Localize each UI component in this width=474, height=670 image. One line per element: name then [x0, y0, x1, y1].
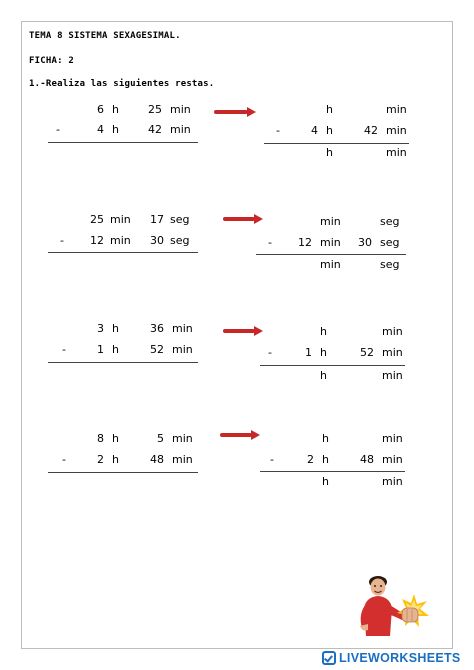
liveworksheets-logo[interactable]	[322, 648, 472, 668]
subtraction-line	[260, 365, 405, 366]
result-minutes-unit[interactable]: min	[382, 475, 403, 488]
minuend-hours: 3	[97, 322, 104, 335]
minuend-minutes-unit: min	[110, 213, 131, 226]
brand-text: LIVEWORKSHEETS	[339, 651, 461, 665]
red-arrow-icon	[223, 214, 263, 224]
minus-sign: -	[268, 236, 272, 249]
minuend-seconds-unit: seg	[170, 213, 190, 226]
minuend-hours-unit: h	[112, 322, 119, 335]
answer-minutes-unit: min	[382, 325, 403, 338]
minus-sign: -	[62, 453, 66, 466]
subtrahend-hours: 2	[97, 453, 104, 466]
subtraction-line	[256, 254, 406, 255]
subtrahend-hours: 2	[307, 453, 314, 466]
subtrahend-minutes: 52	[150, 343, 164, 356]
result-minutes-unit[interactable]: min	[382, 369, 403, 382]
subtrahend-minutes-unit: min	[386, 124, 407, 137]
subtraction-line	[48, 472, 198, 473]
subtrahend-hours-unit: h	[112, 343, 119, 356]
result-seconds-unit[interactable]: seg	[380, 258, 400, 271]
minus-sign: -	[62, 343, 66, 356]
minuend-minutes-unit: min	[172, 322, 193, 335]
subtrahend-seconds: 30	[150, 234, 164, 247]
result-hours-unit[interactable]: h	[320, 369, 327, 382]
subtrahend-minutes-unit: min	[382, 453, 403, 466]
subtraction-line	[48, 142, 198, 143]
red-arrow-icon	[223, 326, 263, 336]
result-hours-unit[interactable]: h	[322, 475, 329, 488]
subtrahend-minutes: 42	[364, 124, 378, 137]
subtrahend-minutes-unit: min	[110, 234, 131, 247]
subtrahend-minutes-unit: min	[170, 123, 191, 136]
checkbox-logo-icon	[322, 651, 336, 665]
worksheet-title: TEMA 8 SISTEMA SEXAGESIMAL.	[29, 31, 181, 41]
answer-hours-unit: h	[326, 103, 333, 116]
subtrahend-minutes: 12	[298, 236, 312, 249]
subtrahend-minutes-unit: min	[320, 236, 341, 249]
subtrahend-hours: 4	[311, 124, 318, 137]
subtrahend-hours: 1	[97, 343, 104, 356]
minus-sign: -	[60, 234, 64, 247]
minuend-hours: 6	[97, 103, 104, 116]
red-arrow-icon	[214, 107, 256, 117]
subtrahend-minutes: 42	[148, 123, 162, 136]
minuend-minutes-unit: min	[172, 432, 193, 445]
answer-minutes-unit: min	[386, 103, 407, 116]
minus-sign: -	[270, 453, 274, 466]
minuend-hours-unit: h	[112, 103, 119, 116]
subtrahend-seconds-unit: seg	[380, 236, 400, 249]
minuend-minutes: 25	[148, 103, 162, 116]
subtrahend-minutes: 52	[360, 346, 374, 359]
minuend-minutes: 25	[90, 213, 104, 226]
sheet-number: FICHA: 2	[29, 56, 74, 66]
minuend-hours-unit: h	[112, 432, 119, 445]
result-minutes-unit[interactable]: min	[386, 146, 407, 159]
minuend-minutes: 5	[157, 432, 164, 445]
minuend-seconds: 17	[150, 213, 164, 226]
minuend-minutes-unit: min	[170, 103, 191, 116]
minuend-minutes: 36	[150, 322, 164, 335]
result-hours-unit[interactable]: h	[326, 146, 333, 159]
result-minutes-unit[interactable]: min	[320, 258, 341, 271]
mascot-fist-bump-illustration	[352, 574, 430, 636]
subtrahend-seconds-unit: seg	[170, 234, 190, 247]
subtrahend-hours-unit: h	[326, 124, 333, 137]
answer-minutes-unit: min	[382, 432, 403, 445]
subtrahend-hours: 1	[305, 346, 312, 359]
subtraction-line	[260, 471, 405, 472]
subtrahend-minutes-unit: min	[172, 453, 193, 466]
subtrahend-minutes-unit: min	[382, 346, 403, 359]
minuend-hours: 8	[97, 432, 104, 445]
answer-hours-unit: h	[320, 325, 327, 338]
subtrahend-hours-unit: h	[112, 123, 119, 136]
subtraction-line	[264, 143, 409, 144]
red-arrow-icon	[220, 430, 260, 440]
instruction-text: 1.-Realiza las siguientes restas.	[29, 79, 215, 89]
subtrahend-hours-unit: h	[320, 346, 327, 359]
minus-sign: -	[268, 346, 272, 359]
subtrahend-minutes-unit: min	[172, 343, 193, 356]
minus-sign: -	[56, 123, 60, 136]
subtrahend-hours-unit: h	[112, 453, 119, 466]
subtraction-line	[48, 362, 198, 363]
subtrahend-hours: 4	[97, 123, 104, 136]
answer-minutes-unit: min	[320, 215, 341, 228]
answer-seconds-unit: seg	[380, 215, 400, 228]
answer-hours-unit: h	[322, 432, 329, 445]
minus-sign: -	[276, 124, 280, 137]
subtrahend-minutes: 12	[90, 234, 104, 247]
subtrahend-seconds: 30	[358, 236, 372, 249]
subtraction-line	[48, 252, 198, 253]
subtrahend-minutes: 48	[360, 453, 374, 466]
subtrahend-hours-unit: h	[322, 453, 329, 466]
subtrahend-minutes: 48	[150, 453, 164, 466]
